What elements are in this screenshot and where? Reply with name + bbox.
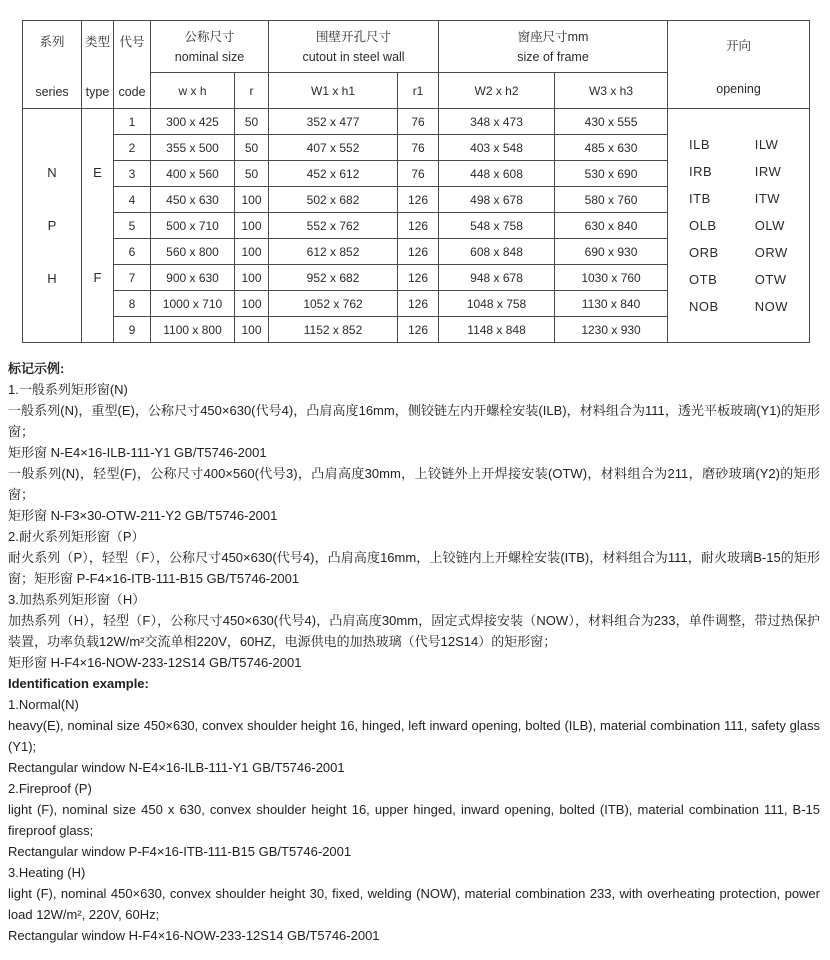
paragraph: 1.一般系列矩形窗(N) <box>8 382 128 397</box>
header-w1h1: W1 x h1 <box>269 73 398 109</box>
table-header <box>23 21 810 109</box>
opening-codes-cell <box>668 109 810 343</box>
cell-w2h2: 608 x 848 <box>439 239 555 265</box>
cell-r1: 126 <box>398 239 439 265</box>
header-nominal-zh: 公称尺寸 <box>184 29 235 44</box>
header-opening-zh: 开向 <box>726 38 752 53</box>
cell-code: 9 <box>114 317 151 343</box>
marking-example-heading-zh: 标记示例: <box>8 361 65 376</box>
cell-r: 100 <box>235 291 269 317</box>
paragraph: 一般系列(N)，轻型(F)，公称尺寸400×560(代号3)，凸肩高度30mm，上铰链外上开焊接安装(OTW)，材料组合为211，磨砂玻璃(Y2)的矩形窗； <box>8 466 820 502</box>
cell-w2h2: 1048 x 758 <box>439 291 555 317</box>
opening-code: ITB <box>689 190 711 206</box>
paragraph: 3.加热系列矩形窗（H） <box>8 592 146 607</box>
cell-w2h2: 403 x 548 <box>439 135 555 161</box>
type-f: F <box>93 270 102 285</box>
cell-code: 4 <box>114 187 151 213</box>
paragraph: 矩形窗 N-F3×30-OTW-211-Y2 GB/T5746-2001 <box>8 508 278 523</box>
cell-r1: 126 <box>398 317 439 343</box>
opening-code: IRW <box>754 163 782 179</box>
cell-wxh: 1000 x 710 <box>151 291 235 317</box>
window-dimension-table <box>22 20 810 343</box>
header-cutout-en: cutout in steel wall <box>302 49 405 64</box>
cell-code: 8 <box>114 291 151 317</box>
cell-code: 7 <box>114 265 151 291</box>
header-series-en: series <box>35 84 69 99</box>
paragraph: Rectangular window P-F4×16-ITB-111-B15 GB/T5746-2001 <box>8 844 352 859</box>
cell-code: 3 <box>114 161 151 187</box>
document-page <box>0 20 830 960</box>
header-type-en: type <box>85 84 110 99</box>
cell-wxh: 300 x 425 <box>151 109 235 135</box>
cell-w1h1: 452 x 612 <box>269 161 398 187</box>
opening-code: ILW <box>754 136 779 152</box>
table-row <box>23 109 810 135</box>
cell-w3h3: 580 x 760 <box>555 187 668 213</box>
header-opening <box>668 21 810 109</box>
opening-code: ILB <box>689 136 711 152</box>
cell-w1h1: 952 x 682 <box>269 265 398 291</box>
header-w2h2: W2 x h2 <box>439 73 555 109</box>
cell-r1: 126 <box>398 213 439 239</box>
cell-w3h3: 530 x 690 <box>555 161 668 187</box>
cell-r: 100 <box>235 265 269 291</box>
header-r1: r1 <box>398 73 439 109</box>
opening-code: OTB <box>689 271 718 287</box>
cell-wxh: 400 x 560 <box>151 161 235 187</box>
paragraph: 2.耐火系列矩形窗（P） <box>8 529 145 544</box>
header-w3h3: W3 x h3 <box>555 73 668 109</box>
cell-w3h3: 630 x 840 <box>555 213 668 239</box>
cell-w2h2: 498 x 678 <box>439 187 555 213</box>
header-type <box>82 21 114 109</box>
opening-code: ORB <box>689 244 719 260</box>
paragraph: 3.Heating (H) <box>8 865 86 880</box>
paragraph: 矩形窗 N-E4×16-ILB-111-Y1 GB/T5746-2001 <box>8 445 267 460</box>
cell-code: 6 <box>114 239 151 265</box>
cell-r: 50 <box>235 161 269 187</box>
cell-w3h3: 1030 x 760 <box>555 265 668 291</box>
header-row-1 <box>23 21 810 73</box>
cell-w3h3: 1230 x 930 <box>555 317 668 343</box>
cell-w3h3: 1130 x 840 <box>555 291 668 317</box>
header-code-zh: 代号 <box>119 34 145 49</box>
cell-r: 50 <box>235 135 269 161</box>
cell-r1: 76 <box>398 161 439 187</box>
cell-w1h1: 502 x 682 <box>269 187 398 213</box>
paragraph: 加热系列（H），轻型（F），公称尺寸450×630(代号4)，凸肩高度30mm，固定式焊接安装（NOW），材料组合为233，单件调整，带过热保护装置，功率负载12W/m²交流单相220V，60HZ，电源供电的加热玻璃（代号12S14）的矩形窗； <box>8 613 820 649</box>
header-nominal-en: nominal size <box>174 49 245 64</box>
header-cutout-zh: 围壁开孔尺寸 <box>316 29 392 44</box>
cell-code: 1 <box>114 109 151 135</box>
cell-w1h1: 1152 x 852 <box>269 317 398 343</box>
header-cutout <box>269 21 439 73</box>
paragraph: light (F), nominal size 450 x 630, convex shoulder height 16, upper hinged, inward opening, bolted (ITB), material combination 111, B-15 fireproof glass; <box>8 802 820 838</box>
cell-r1: 126 <box>398 291 439 317</box>
opening-code: NOB <box>689 298 719 314</box>
header-type-zh: 类型 <box>84 34 110 49</box>
cell-wxh: 450 x 630 <box>151 187 235 213</box>
cell-w2h2: 448 x 608 <box>439 161 555 187</box>
series-p: P <box>47 217 57 233</box>
header-series-zh: 系列 <box>39 34 65 49</box>
paragraph: Rectangular window H-F4×16-NOW-233-12S14 GB/T5746-2001 <box>8 928 380 943</box>
paragraph: Rectangular window N-E4×16-ILB-111-Y1 GB/T5746-2001 <box>8 760 345 775</box>
identification-example-heading-en: Identification example: <box>8 676 149 691</box>
cell-w2h2: 948 x 678 <box>439 265 555 291</box>
cell-r: 50 <box>235 109 269 135</box>
series-n: N <box>47 164 57 180</box>
cell-r1: 76 <box>398 135 439 161</box>
cell-wxh: 355 x 500 <box>151 135 235 161</box>
cell-w1h1: 1052 x 762 <box>269 291 398 317</box>
cell-r: 100 <box>235 187 269 213</box>
cell-wxh: 560 x 800 <box>151 239 235 265</box>
paragraph: 耐火系列（P），轻型（F），公称尺寸450×630(代号4)，凸肩高度16mm，上铰链内上开螺栓安装(ITB)，材料组合为111，耐火玻璃B-15的矩形窗；矩形窗 P-F4×16-ITB-111-B15 GB/T5746-2001 <box>8 550 820 586</box>
cell-code: 2 <box>114 135 151 161</box>
opening-code: OLW <box>754 217 785 233</box>
cell-r: 100 <box>235 213 269 239</box>
cell-w3h3: 485 x 630 <box>555 135 668 161</box>
header-series <box>23 21 82 109</box>
cell-r: 100 <box>235 317 269 343</box>
cell-wxh: 1100 x 800 <box>151 317 235 343</box>
cell-w3h3: 690 x 930 <box>555 239 668 265</box>
header-code-en: code <box>118 84 146 99</box>
paragraph: heavy(E), nominal size 450×630, convex shoulder height 16, hinged, left inward opening, bolted (ILB), material combination 111, safety glass (Y1); <box>8 718 820 754</box>
type-e: E <box>93 165 102 180</box>
opening-code: OLB <box>689 217 717 233</box>
table-body <box>23 109 810 343</box>
type-group-cell <box>82 109 114 343</box>
header-opening-en: opening <box>716 81 761 96</box>
header-frame-zh: 窗座尺寸mm <box>517 29 589 44</box>
opening-code: NOW <box>754 298 788 314</box>
cell-w1h1: 552 x 762 <box>269 213 398 239</box>
paragraph: 2.Fireproof (P) <box>8 781 92 796</box>
opening-code: ORW <box>754 244 788 260</box>
opening-code: OTW <box>754 271 787 287</box>
cell-w2h2: 1148 x 848 <box>439 317 555 343</box>
series-h: H <box>47 270 57 286</box>
cell-w2h2: 548 x 758 <box>439 213 555 239</box>
cell-w1h1: 352 x 477 <box>269 109 398 135</box>
cell-w3h3: 430 x 555 <box>555 109 668 135</box>
series-group-cell <box>23 109 82 343</box>
header-r: r <box>235 73 269 109</box>
paragraph: 一般系列(N)，重型(E)，公称尺寸450×630(代号4)，凸肩高度16mm，侧铰链左内开螺栓安装(ILB)，材料组合为111，透光平板玻璃(Y1)的矩形窗； <box>8 403 820 439</box>
cell-wxh: 500 x 710 <box>151 213 235 239</box>
cell-w1h1: 612 x 852 <box>269 239 398 265</box>
cell-w1h1: 407 x 552 <box>269 135 398 161</box>
paragraph: 矩形窗 H-F4×16-NOW-233-12S14 GB/T5746-2001 <box>8 655 302 670</box>
cell-r: 100 <box>235 239 269 265</box>
paragraph: light (F), nominal 450×630, convex shoulder height 30, fixed, welding (NOW), material combination 233, with overheating protection, power load 12W/m², 220V, 60Hz; <box>8 886 820 922</box>
header-frame-size <box>439 21 668 73</box>
identification-examples <box>8 358 820 946</box>
cell-w2h2: 348 x 473 <box>439 109 555 135</box>
paragraph: 1.Normal(N) <box>8 697 79 712</box>
opening-code: ITW <box>754 190 781 206</box>
header-frame-en: size of frame <box>517 49 589 64</box>
cell-r1: 76 <box>398 109 439 135</box>
cell-wxh: 900 x 630 <box>151 265 235 291</box>
header-wxh: w x h <box>151 73 235 109</box>
header-code <box>114 21 151 109</box>
cell-r1: 126 <box>398 265 439 291</box>
header-nominal-size <box>151 21 269 73</box>
opening-code: IRB <box>689 163 713 179</box>
cell-r1: 126 <box>398 187 439 213</box>
cell-code: 5 <box>114 213 151 239</box>
